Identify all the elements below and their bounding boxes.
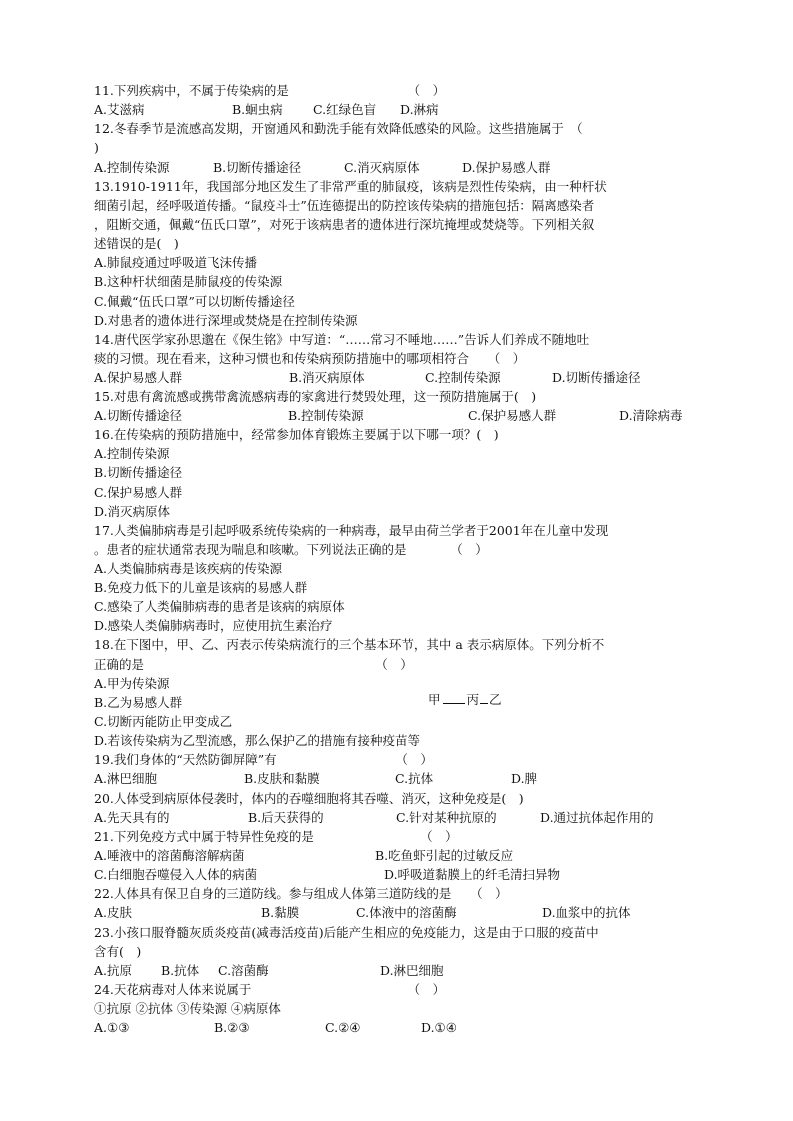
text-line: 14.唐代医学家孙思邈在《保生铭》中写道：“……常习不唾地……”告诉人们养成不随地吐 <box>94 332 590 347</box>
option-item: A.切断传播途径 <box>94 408 183 423</box>
option-item: B.皮肤和黏膜 <box>244 771 320 786</box>
option-item: D.清除病毒 <box>619 408 683 423</box>
transmission-diagram <box>428 692 502 708</box>
option-item: D.淋巴细胞 <box>380 963 444 978</box>
text-line: A.甲为传染源 <box>94 676 170 691</box>
text-line: 23.小孩口服脊髓灰质炎疫苗(减毒活疫苗)后能产生相应的免疫能力，这是由于口服的疫苗中 <box>94 925 599 940</box>
option-item: C.抗体 <box>395 771 434 786</box>
text-line: B.切断传播途径 <box>94 465 183 480</box>
text-line: 18.在下图中，甲、乙、丙表示传染病流行的三个基本环节，其中 a 表示病原体。下列分析不 <box>94 637 605 652</box>
text-line: 正确的是 （ ） <box>94 657 413 672</box>
option-item: D.呼吸道黏膜上的纤毛清扫异物 <box>384 867 561 882</box>
text-line: A.控制传染源 <box>94 446 170 461</box>
diagram-node-bing: 丙 <box>466 692 480 707</box>
text-line: 11.下列疾病中，不属于传染病的是 （ ） <box>94 83 446 98</box>
text-line: B.免疫力低下的儿童是该病的易感人群 <box>94 580 308 595</box>
option-item: A.保护易感人群 <box>94 370 183 385</box>
text-line: 22.人体具有保卫自身的三道防线。参与组成人体第三道防线的是 （ ） <box>94 886 508 901</box>
option-item: A.控制传染源 <box>94 160 170 175</box>
text-line: ，阻断交通，佩戴“伍氏口罩”，对死于该病患者的遗体进行深坑掩埋或焚烧等。下列相关叙 <box>94 217 595 232</box>
text-line: D.对患者的遗体进行深埋或焚烧是在控制传染源 <box>94 313 358 328</box>
text-line: D.消灭病原体 <box>94 504 171 519</box>
text-line: B.乙为易感人群 <box>94 695 183 710</box>
option-item: D.通过抗体起作用的 <box>540 810 654 825</box>
option-item: D.脾 <box>511 771 538 786</box>
text-line: 。患者的症状通常表现为喘息和咳嗽。下列说法正确的是 （ ） <box>94 542 488 557</box>
diagram-node-jia: 甲 <box>428 692 441 707</box>
option-item: C.②④ <box>325 1020 361 1035</box>
text-line: C.切断丙能防止甲变成乙 <box>94 714 233 729</box>
text-line: D.若该传染病为乙型流感，那么保护乙的措施有接种疫苗等 <box>94 733 421 748</box>
option-item: B.控制传染源 <box>288 408 364 423</box>
text-line: 痰的习惯。现在看来，这种习惯也和传染病预防措施中的哪项相符合 （ ） <box>94 351 526 366</box>
option-item: C.针对某种抗原的 <box>396 810 497 825</box>
text-line: ①抗原 ②抗体 ③传染源 ④病原体 <box>94 1001 281 1016</box>
text-line: 13.1910-1911年，我国部分地区发生了非常严重的肺鼠疫，该病是烈性传染病，由一种杆状 <box>94 179 607 194</box>
option-item: D.保护易感人群 <box>462 160 551 175</box>
text-line: 17.人类偏肺病毒是引起呼吸系统传染病的一种病毒，最早由荷兰学者于2001年在儿童中发现 <box>94 523 609 538</box>
option-item: B.吃鱼虾引起的过敏反应 <box>375 848 514 863</box>
option-item: B.黏膜 <box>261 905 300 920</box>
option-item: C.红绿色盲 <box>313 102 377 117</box>
option-item: A.淋巴细胞 <box>94 771 158 786</box>
text-line: 20.人体受到病原体侵袭时，体内的吞噬细胞将其吞噬、消灭，这种免疫是( ) <box>94 791 524 806</box>
text-line: 21.下列免疫方式中属于特异性免疫的是 （ ） <box>94 829 458 844</box>
option-item: B.消灭病原体 <box>289 370 365 385</box>
option-item: C.体液中的溶菌酶 <box>356 905 457 920</box>
text-line: D.感染人类偏肺病毒时，应使用抗生素治疗 <box>94 618 333 633</box>
text-line: 12.冬春季节是流感高发期，开窗通风和勤洗手能有效降低感染的风险。这些措施属于 （ <box>94 121 583 136</box>
option-item: B.②③ <box>214 1020 250 1035</box>
option-item: C.溶菌酶 <box>218 963 269 978</box>
text-line: 24.天花病毒对人体来说属于 （ ） <box>94 982 446 997</box>
diagram-link-1 <box>443 703 465 704</box>
text-line: ) <box>94 140 99 155</box>
text-line: C.佩戴“伍氏口罩”可以切断传播途径 <box>94 294 295 309</box>
option-item: A.艾滋病 <box>94 102 145 117</box>
option-item: D.淋病 <box>400 102 439 117</box>
text-line: 16.在传染病的预防措施中，经常参加体育锻炼主要属于以下哪一项？( ) <box>94 427 499 442</box>
option-item: A.先天具有的 <box>94 810 170 825</box>
text-line: B.这种杆状细菌是肺鼠疫的传染源 <box>94 274 283 289</box>
option-item: D.血浆中的抗体 <box>542 905 631 920</box>
option-item: B.切断传播途径 <box>213 160 302 175</box>
option-item: C.白细胞吞噬侵入人体的病菌 <box>94 867 258 882</box>
option-item: B.抗体 <box>161 963 200 978</box>
text-line: C.感染了人类偏肺病毒的患者是该病的病原体 <box>94 599 345 614</box>
option-item: A.皮肤 <box>94 905 133 920</box>
option-item: C.保护易感人群 <box>468 408 557 423</box>
text-line: 含有( ) <box>94 944 142 959</box>
diagram-node-yi: 乙 <box>489 692 502 707</box>
diagram-link-2 <box>480 703 488 704</box>
option-item: A.抗原 <box>94 963 133 978</box>
option-item: A.①③ <box>94 1020 130 1035</box>
text-line: 述错误的是( ) <box>94 236 179 251</box>
text-line: 19.我们身体的“天然防御屏障”有 （ ） <box>94 752 433 767</box>
text-line: A.肺鼠疫通过呼吸道飞沫传播 <box>94 255 258 270</box>
text-line: 细菌引起，经呼吸道传播。“鼠疫斗士”伍连德提出的防控该传染病的措施包括：隔离感染者 <box>94 198 595 213</box>
option-item: D.切断传播途径 <box>552 370 641 385</box>
option-item: B.后天获得的 <box>248 810 324 825</box>
option-item: D.①④ <box>421 1020 457 1035</box>
text-line: A.人类偏肺病毒是该疾病的传染源 <box>94 561 283 576</box>
option-item: C.控制传染源 <box>425 370 501 385</box>
text-line: 15.对患有禽流感或携带禽流感病毒的家禽进行焚毁处理，这一预防措施属于( ) <box>94 389 537 404</box>
text-line: C.保护易感人群 <box>94 485 183 500</box>
option-item: A.唾液中的溶菌酶溶解病菌 <box>94 848 245 863</box>
option-item: B.蛔虫病 <box>232 102 283 117</box>
option-item: C.消灭病原体 <box>344 160 420 175</box>
